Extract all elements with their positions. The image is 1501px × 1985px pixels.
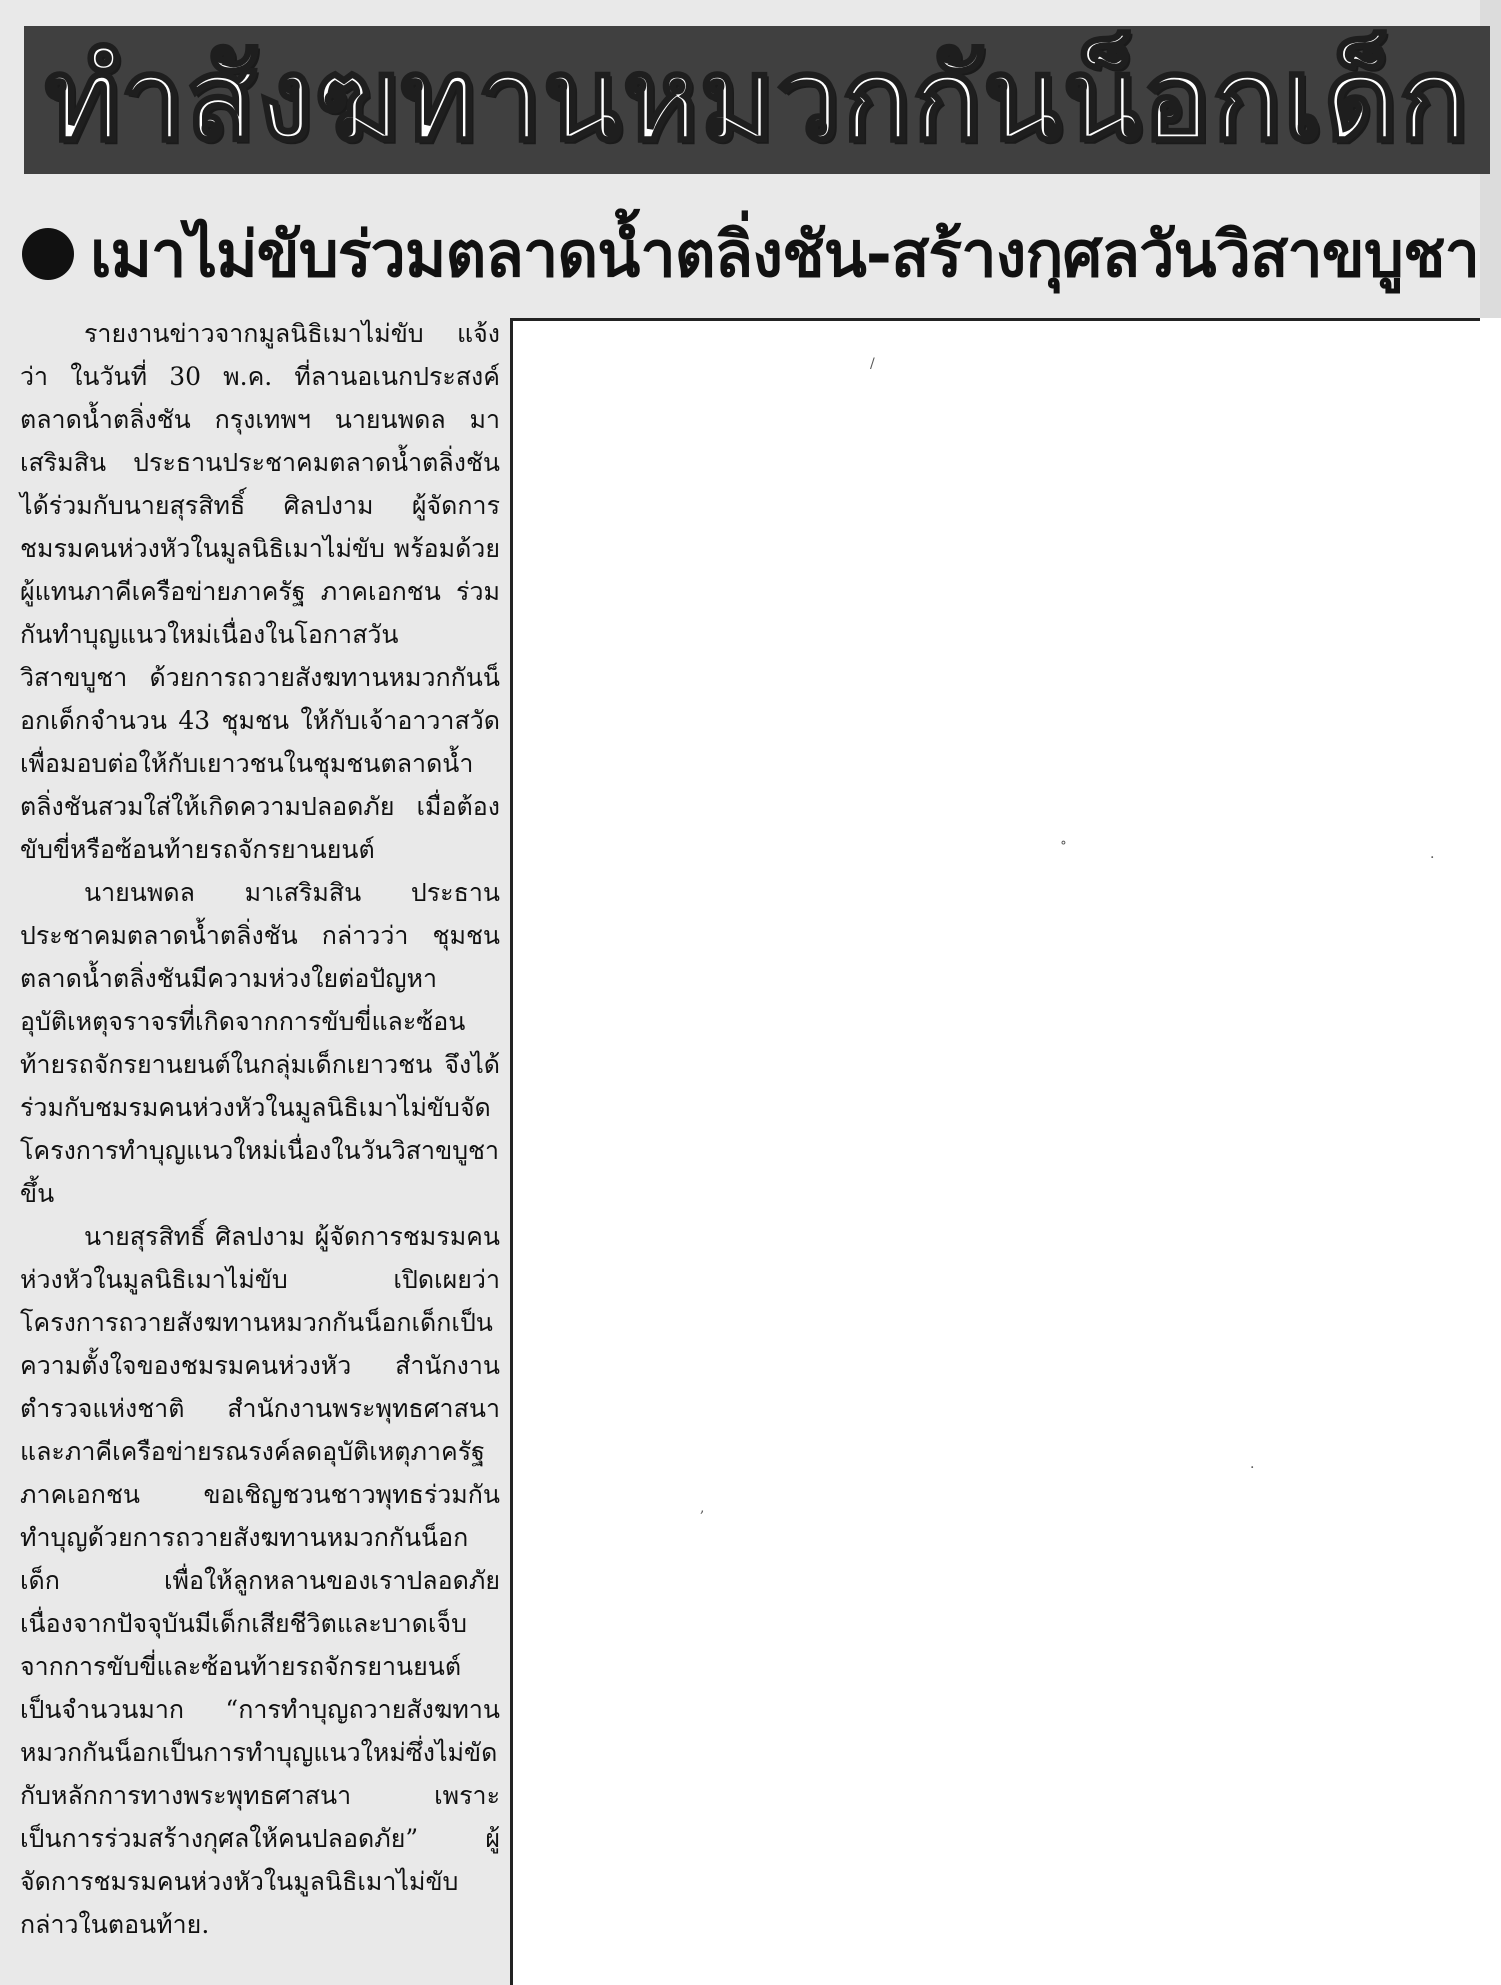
headline: ทำสังฆทานหมวกกันน็อกเด็ก: [44, 32, 1470, 167]
column-rule: [510, 318, 513, 1985]
article-paragraph: นายนพดล มาเสริมสิน ประธานประชาคมตลาดน้ำตลิ่งชัน กล่าวว่า ชุมชนตลาดน้ำตลิ่งชันมีความห่วงใยต่อปัญหาอุบัติเหตุจราจรที่เกิดจากการขับขี่และซ้อนท้ายรถจักรยานยนต์ในกลุ่มเด็กเยาวชน จึงได้ร่วมกับชมรมคนห่วงหัวในมูลนิธิเมาไม่ขับจัดโครงการทำบุญแนวใหม่เนื่องในวันวิสาขบูชาขึ้น: [20, 878, 500, 1208]
scan-speck: ·: [1250, 1460, 1255, 1476]
article-body: [20, 312, 500, 1946]
scan-speck: /: [870, 356, 875, 372]
article-paragraph: นายสุรสิทธิ์ ศิลปงาม ผู้จัดการชมรมคนห่วงหัวในมูลนิธิเมาไม่ขับ เปิดเผยว่า โครงการถวายสังฆทานหมวกกันน็อกเด็กเป็นความตั้งใจของชมรมคนห่วงหัว สำนักงานตำรวจแห่งชาติ สำนักงานพระพุทธศาสนา และภาคีเครือข่ายรณรงค์ลดอุบัติเหตุภาครัฐ ภาคเอกชน ขอเชิญชวนชาวพุทธร่วมกันทำบุญด้วยการถวายสังฆทานหมวกกันน็อกเด็ก เพื่อให้ลูกหลานของเราปลอดภัย เนื่องจากปัจจุบันมีเด็กเสียชีวิตและบาดเจ็บจากการขับขี่และซ้อนท้ายรถจักรยานยนต์เป็นจำนวนมาก “การทำบุญถวายสังฆทานหมวกกันน็อกเป็นการทำบุญแนวใหม่ซึ่งไม่ขัดกับหลักการทางพระพุทธศาสนา เพราะเป็นการร่วมสร้างกุศลให้คนปลอดภัย” ผู้จัดการชมรมคนห่วงหัวในมูลนิธิเมาไม่ขับกล่าวในตอนท้าย.: [20, 1222, 500, 1939]
horizontal-rule: [510, 318, 1480, 321]
scan-speck: ,: [700, 1500, 705, 1516]
subheadline: เมาไม่ขับร่วมตลาดน้ำตลิ่งชัน-สร้างกุศลวันวิสาขบูชา: [90, 217, 1479, 291]
article-paragraph: รายงานข่าวจากมูลนิธิเมาไม่ขับ แจ้งว่า ในวันที่ 30 พ.ค. ที่ลานอเนกประสงค์ตลาดน้ำตลิ่งชัน กรุงเทพฯ นายนพดล มาเสริมสิน ประธานประชาคมตลาดน้ำตลิ่งชัน ได้ร่วมกับนายสุรสิทธิ์ ศิลปงาม ผู้จัดการชมรมคนห่วงหัวในมูลนิธิเมาไม่ขับ พร้อมด้วยผู้แทนภาคีเครือข่ายภาครัฐ ภาคเอกชน ร่วมกันทำบุญแนวใหม่เนื่องในโอกาสวันวิสาขบูชา ด้วยการถวายสังฆทานหมวกกันน็อกเด็กจำนวน 43 ชุมชน ให้กับเจ้าอาวาสวัด เพื่อมอบต่อให้กับเยาวชนในชุมชนตลาดน้ำตลิ่งชันสวมใส่ให้เกิดความปลอดภัย เมื่อต้องขับขี่หรือซ้อนท้ายรถจักรยานยนต์: [20, 319, 500, 864]
scan-speck: ·: [1430, 850, 1435, 866]
bullet-icon: [22, 228, 74, 280]
subheadline-row: [22, 208, 1490, 300]
headline-band: [24, 26, 1490, 174]
scan-speck: ∘: [1060, 835, 1067, 851]
